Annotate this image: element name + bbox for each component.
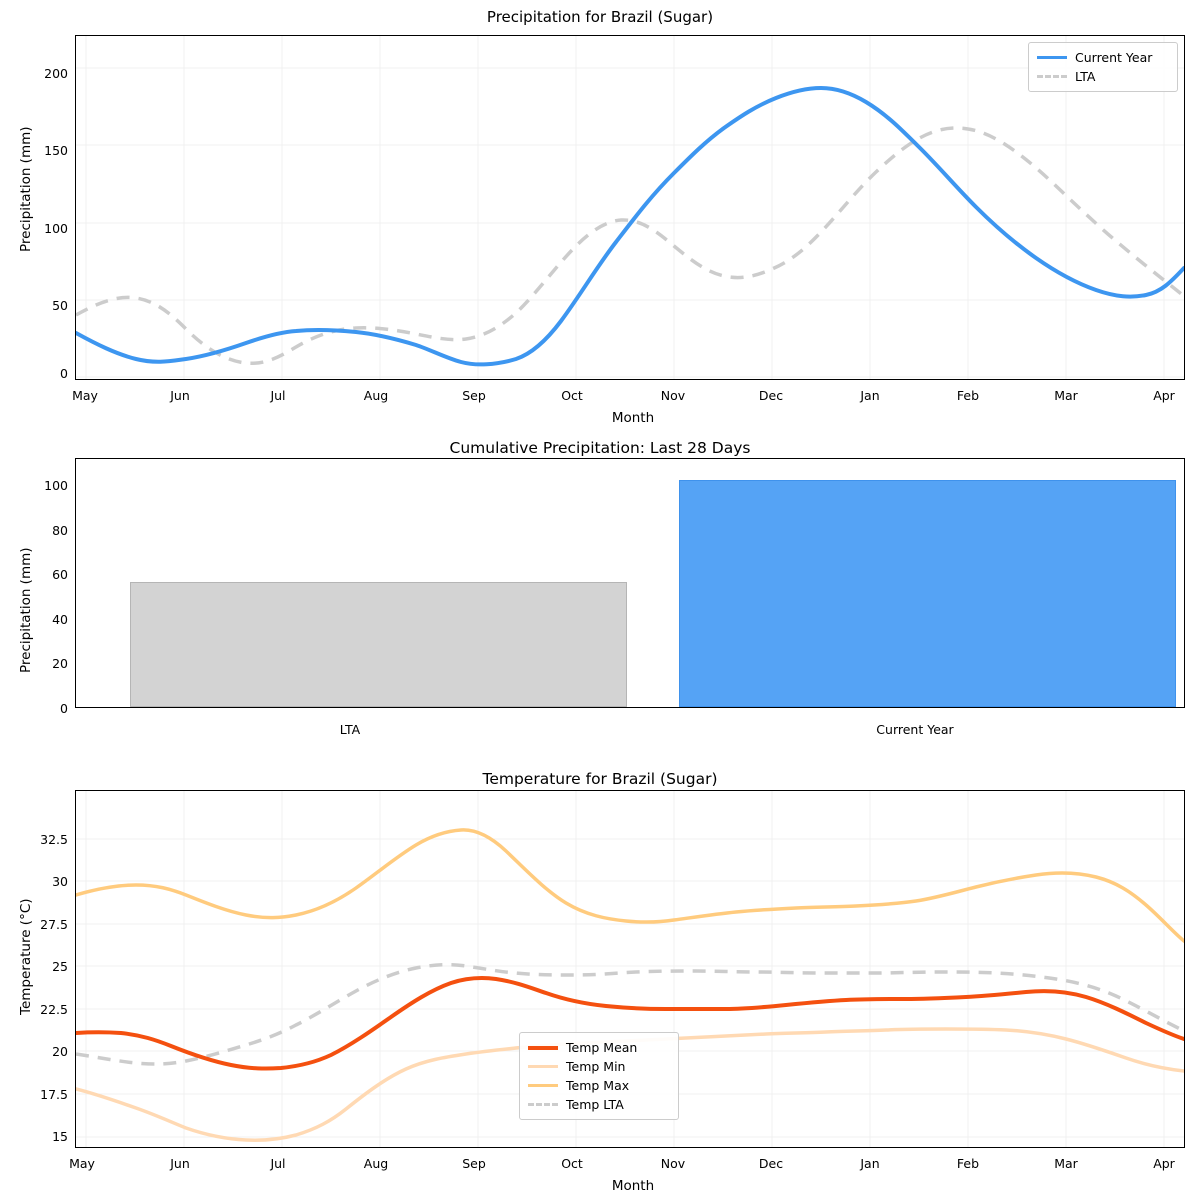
legend-label-temp-lta: Temp LTA — [566, 1097, 624, 1112]
legend-swatch-lta — [1037, 75, 1067, 78]
precipitation-xtick-apr: Apr — [1153, 388, 1175, 403]
legend-swatch-temp-mean — [528, 1046, 558, 1050]
cumulative-ytick-80: 80 — [52, 523, 68, 538]
precipitation-xtick-jun: Jun — [170, 388, 190, 403]
precipitation-x-axis-label: Month — [611, 410, 655, 426]
cumulative-ytick-20: 20 — [52, 656, 68, 671]
legend-item-lta — [1037, 67, 1169, 86]
legend-item-temp-min — [528, 1057, 670, 1076]
temperature-ytick-15: 15 — [52, 1129, 68, 1144]
precipitation-xtick-dec: Dec — [758, 388, 784, 403]
temperature-ytick-25: 25 — [52, 959, 68, 974]
temperature-xtick-apr: Apr — [1153, 1156, 1175, 1171]
legend-label-temp-mean: Temp Mean — [566, 1040, 638, 1055]
temperature-xtick-may: May — [69, 1156, 95, 1171]
precipitation-current-year-line — [76, 88, 1184, 364]
legend-item-temp-max — [528, 1076, 670, 1095]
temperature-panel — [0, 750, 1200, 1200]
precipitation-ytick-100: 100 — [44, 221, 68, 236]
precipitation-ytick-200: 200 — [44, 66, 68, 81]
temperature-ytick-27_5: 27.5 — [40, 917, 68, 932]
cumulative-chart-title: Cumulative Precipitation: Last 28 Days — [449, 439, 751, 457]
cumulative-y-axis-label: Precipitation (mm) — [18, 547, 34, 673]
temperature-xtick-feb: Feb — [956, 1156, 980, 1171]
precipitation-ytick-150: 150 — [44, 143, 68, 158]
precipitation-y-axis-label: Precipitation (mm) — [18, 126, 34, 252]
precipitation-ytick-0: 0 — [60, 366, 68, 381]
legend-label-temp-max: Temp Max — [566, 1078, 630, 1093]
precipitation-xtick-mar: Mar — [1054, 388, 1078, 403]
precipitation-xtick-sep: Sep — [462, 388, 486, 403]
legend-item-temp-lta — [528, 1095, 670, 1114]
temperature-xtick-mar: Mar — [1054, 1156, 1078, 1171]
precipitation-panel — [0, 0, 1200, 430]
legend-label-temp-min: Temp Min — [566, 1059, 626, 1074]
temperature-xtick-aug: Aug — [363, 1156, 389, 1171]
precipitation-chart-title: Precipitation for Brazil (Sugar) — [486, 8, 714, 26]
temperature-y-axis-label: Temperature (°C) — [18, 898, 34, 1015]
cumulative-ytick-0: 0 — [60, 701, 68, 716]
temperature-legend — [519, 1032, 679, 1120]
cumulative-xtick-lta: LTA — [339, 722, 361, 737]
legend-item-temp-mean — [528, 1038, 670, 1057]
precipitation-xtick-oct: Oct — [561, 388, 583, 403]
bar-current-year — [679, 480, 1176, 707]
legend-label-lta: LTA — [1075, 69, 1096, 84]
temperature-xtick-sep: Sep — [462, 1156, 486, 1171]
legend-item-current-year — [1037, 48, 1169, 67]
cumulative-ytick-100: 100 — [44, 478, 68, 493]
legend-swatch-current-year — [1037, 56, 1067, 59]
temperature-xtick-jun: Jun — [170, 1156, 190, 1171]
bar-lta — [130, 582, 627, 707]
temperature-ytick-32_5: 32.5 — [40, 832, 68, 847]
precipitation-xtick-jul: Jul — [270, 388, 286, 403]
temperature-ytick-20: 20 — [52, 1044, 68, 1059]
precipitation-gridlines — [76, 36, 1184, 379]
legend-label-current-year: Current Year — [1075, 50, 1153, 65]
legend-swatch-temp-max — [528, 1084, 558, 1087]
temperature-chart-title: Temperature for Brazil (Sugar) — [482, 770, 718, 788]
cumulative-xtick-current-year: Current Year — [876, 722, 954, 737]
temperature-x-axis-label: Month — [611, 1178, 655, 1194]
precipitation-legend — [1028, 42, 1178, 92]
temperature-xtick-dec: Dec — [758, 1156, 784, 1171]
cumulative-ytick-40: 40 — [52, 612, 68, 627]
temperature-ytick-22_5: 22.5 — [40, 1002, 68, 1017]
temperature-xtick-oct: Oct — [561, 1156, 583, 1171]
precipitation-xtick-feb: Feb — [956, 388, 980, 403]
precipitation-xtick-may: May — [72, 388, 98, 403]
precipitation-xtick-aug: Aug — [363, 388, 389, 403]
precipitation-ytick-50: 50 — [52, 298, 68, 313]
temperature-xtick-jul: Jul — [270, 1156, 286, 1171]
cumulative-plot-area — [75, 458, 1185, 708]
temperature-xtick-nov: Nov — [660, 1156, 686, 1171]
legend-swatch-temp-min — [528, 1065, 558, 1068]
legend-swatch-temp-lta — [528, 1103, 558, 1106]
precipitation-xtick-nov: Nov — [660, 388, 686, 403]
temperature-ytick-30: 30 — [52, 874, 68, 889]
precipitation-svg — [76, 36, 1184, 379]
cumulative-precipitation-panel — [0, 430, 1200, 750]
temperature-xtick-jan: Jan — [860, 1156, 880, 1171]
precipitation-plot-area — [75, 35, 1185, 380]
temperature-ytick-17_5: 17.5 — [40, 1087, 68, 1102]
precipitation-xtick-jan: Jan — [860, 388, 880, 403]
cumulative-ytick-60: 60 — [52, 567, 68, 582]
